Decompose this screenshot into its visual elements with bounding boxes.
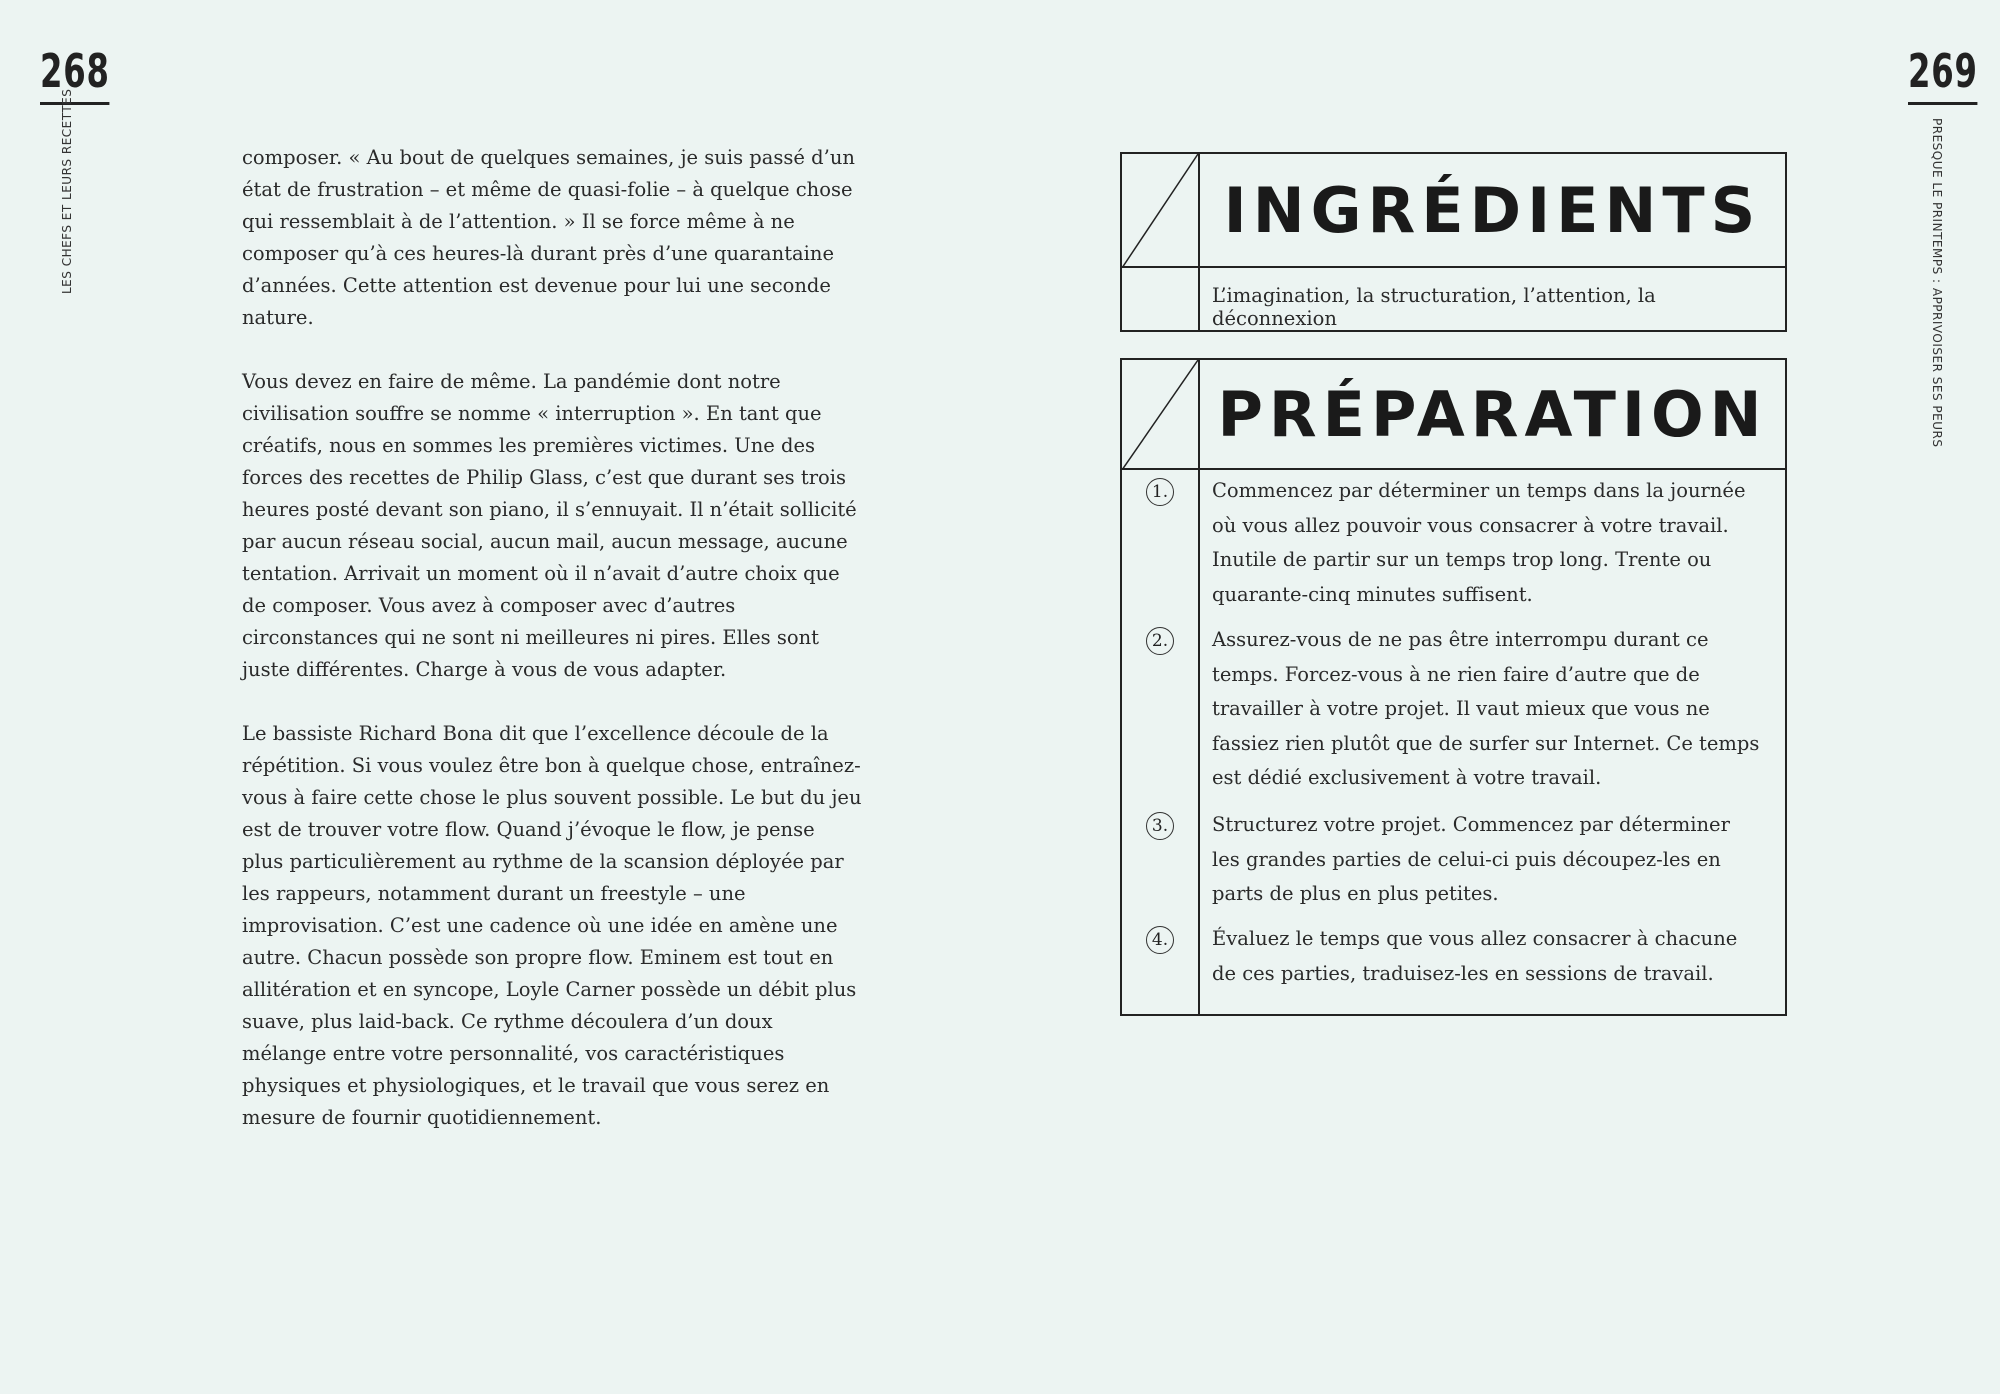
step-number: 4.: [1146, 926, 1174, 954]
paragraph: composer. « Au bout de quelques semaines, je suis passé d’un état de frustration – et même de quasi-folie – à quelque chose qui ressemblait à de l’attention. » Il se force même à ne composer qu’à ces heures-là durant près d’une quarantaine d’années. Cette attention est devenue pour lui une seconde nature.: [242, 146, 855, 329]
body-text: [242, 142, 862, 1166]
step-number: 1.: [1146, 478, 1174, 506]
corner-diagonal-icon: [1122, 154, 1200, 268]
running-head-right: PRESQUE LE PRINTEMPS : APPRIVOISER SES PEURS: [1930, 118, 1944, 448]
paragraph: Le bassiste Richard Bona dit que l’excellence découle de la répétition. Si vous voulez être bon à quelque chose, entraînez-vous à faire cette chose le plus souvent possible. Le but du jeu est de trouver votre flow. Quand j’évoque le flow, je pense plus particulièrement au rythme de la scansion déployée par les rappeurs, notamment durant un freestyle – une improvisation. C’est une cadence où une idée en amène une autre. Chacun possède son propre flow. Eminem est tout en allitération et en syncope, Loyle Carner possède un débit plus suave, plus laid-back. Ce rythme découlera d’un doux mélange entre votre personnalité, vos caractéristiques physiques et physiologiques, et le travail que vous serez en mesure de fournir quotidiennement.: [242, 722, 862, 1129]
paragraph: Vous devez en faire de même. La pandémie dont notre civilisation souffre se nomme « interruption ». En tant que créatifs, nous en sommes les premières victimes. Une des forces des recettes de Philip Glass, c’est que durant ses trois heures posté devant son piano, il s’ennuyait. Il n’était sollicité par aucun réseau social, aucun mail, aucun message, aucune tentation. Arrivait un moment où il n’avait d’autre choix que de composer. Vous avez à composer avec d’autres circonstances qui ne sont ni meilleures ni pires. Elles sont juste différentes. Charge à vous de vous adapter.: [242, 370, 857, 681]
page-number-left: 268: [40, 48, 110, 105]
preparation-box: [1120, 358, 1787, 1016]
step-text: Structurez votre projet. Commencez par déterminer les grandes parties de celui-ci puis découpez-les en parts de plus en plus petites.: [1212, 813, 1730, 905]
preparation-title: PRÉPARATION: [1217, 377, 1768, 451]
ingredients-box: [1120, 152, 1787, 332]
step-number: 3.: [1146, 812, 1174, 840]
step-text: Assurez-vous de ne pas être interrompu durant ce temps. Forcez-vous à ne rien faire d’autre que de travailler à votre projet. Il vaut mieux que vous ne fassiez rien plutôt que de surfer sur Internet. Ce temps est dédié exclusivement à votre travail.: [1212, 628, 1760, 789]
ingredients-text: L’imagination, la structuration, l’attention, la déconnexion: [1212, 284, 1656, 330]
step-number: 2.: [1146, 627, 1174, 655]
running-head-left: LES CHEFS ET LEURS RECETTES: [60, 88, 74, 294]
ingredients-title: INGRÉDIENTS: [1223, 173, 1762, 247]
step-text: Commencez par déterminer un temps dans la journée où vous allez pouvoir vous consacrer à votre travail. Inutile de partir sur un temps trop long. Trente ou quarante-cinq minutes suffisent.: [1212, 479, 1746, 606]
corner-diagonal-icon: [1122, 360, 1200, 470]
page-number-right: 269: [1908, 48, 1978, 105]
step-text: Évaluez le temps que vous allez consacrer à chacune de ces parties, traduisez-les en sessions de travail.: [1212, 927, 1738, 985]
